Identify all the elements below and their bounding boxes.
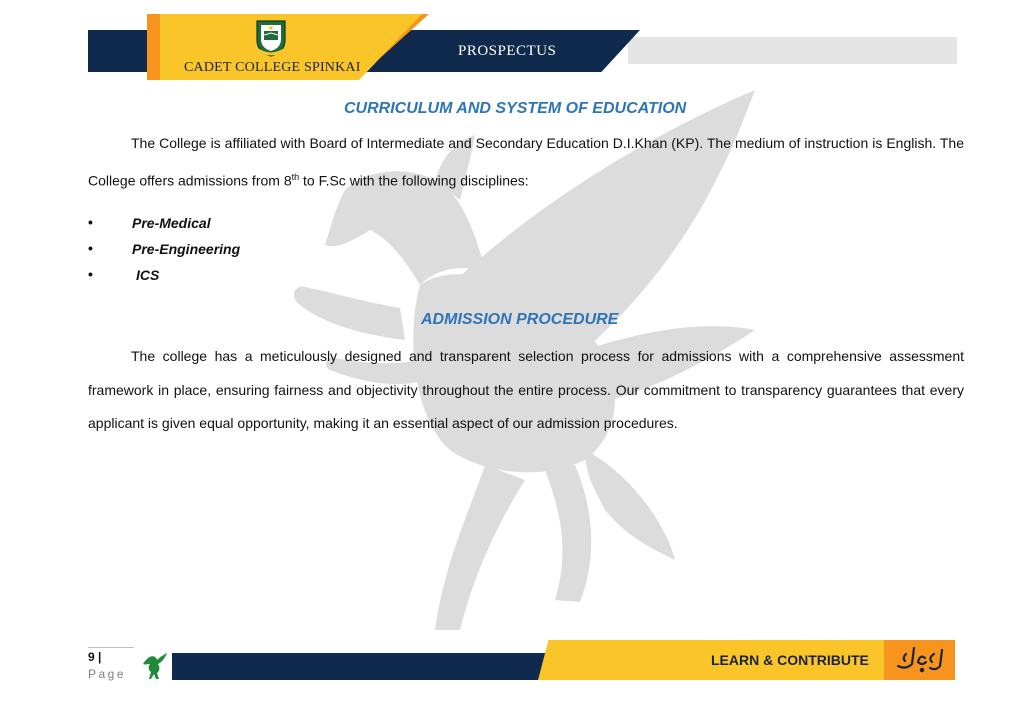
curriculum-heading: CURRICULUM AND SYSTEM OF EDUCATION	[344, 100, 687, 117]
admission-text: The college has a meticulously designed and transparent selection process for admissions with a comprehensive assessment framework in place, ensuring fairness and objectivity throughout the entire process. Our commitment to transparency guarantees that every applicant is given equal opportunity, making it an essential aspect of our admission procedures.	[88, 348, 964, 431]
bullet-icon: •	[88, 266, 93, 282]
footer-tagline: LEARN & CONTRIBUTE	[711, 652, 869, 668]
pegasus-icon	[142, 652, 168, 680]
college-crest-icon	[253, 18, 289, 58]
curriculum-paragraph	[88, 127, 964, 198]
discipline-label: Pre-Medical	[132, 215, 211, 231]
urdu-motto-calligraphy	[892, 644, 948, 676]
admission-heading: ADMISSION PROCEDURE	[421, 311, 619, 328]
admission-paragraph	[88, 340, 964, 441]
ordinal-suffix: th	[291, 171, 300, 182]
footer-navy-band	[172, 653, 562, 680]
bullet-icon: •	[88, 214, 93, 230]
page-label: Page	[88, 667, 127, 681]
header-grey-band	[628, 37, 957, 64]
document-title: PROSPECTUS	[458, 43, 557, 59]
page-number-rule	[88, 647, 134, 648]
college-name: CADET COLLEGE SPINKAI	[184, 60, 361, 75]
curriculum-text-part1: The College is affiliated with Board of Intermediate and Secondary Education D.I.Khan (KP). The medium of instruction is English. The College offers admissions from 8	[88, 135, 964, 189]
bullet-icon: •	[88, 240, 93, 256]
discipline-label: Pre-Engineering	[132, 241, 241, 257]
curriculum-text-part2: to F.Sc with the following disciplines:	[299, 172, 529, 189]
page-number: 9 |	[88, 650, 102, 664]
discipline-label: ICS	[136, 267, 160, 283]
